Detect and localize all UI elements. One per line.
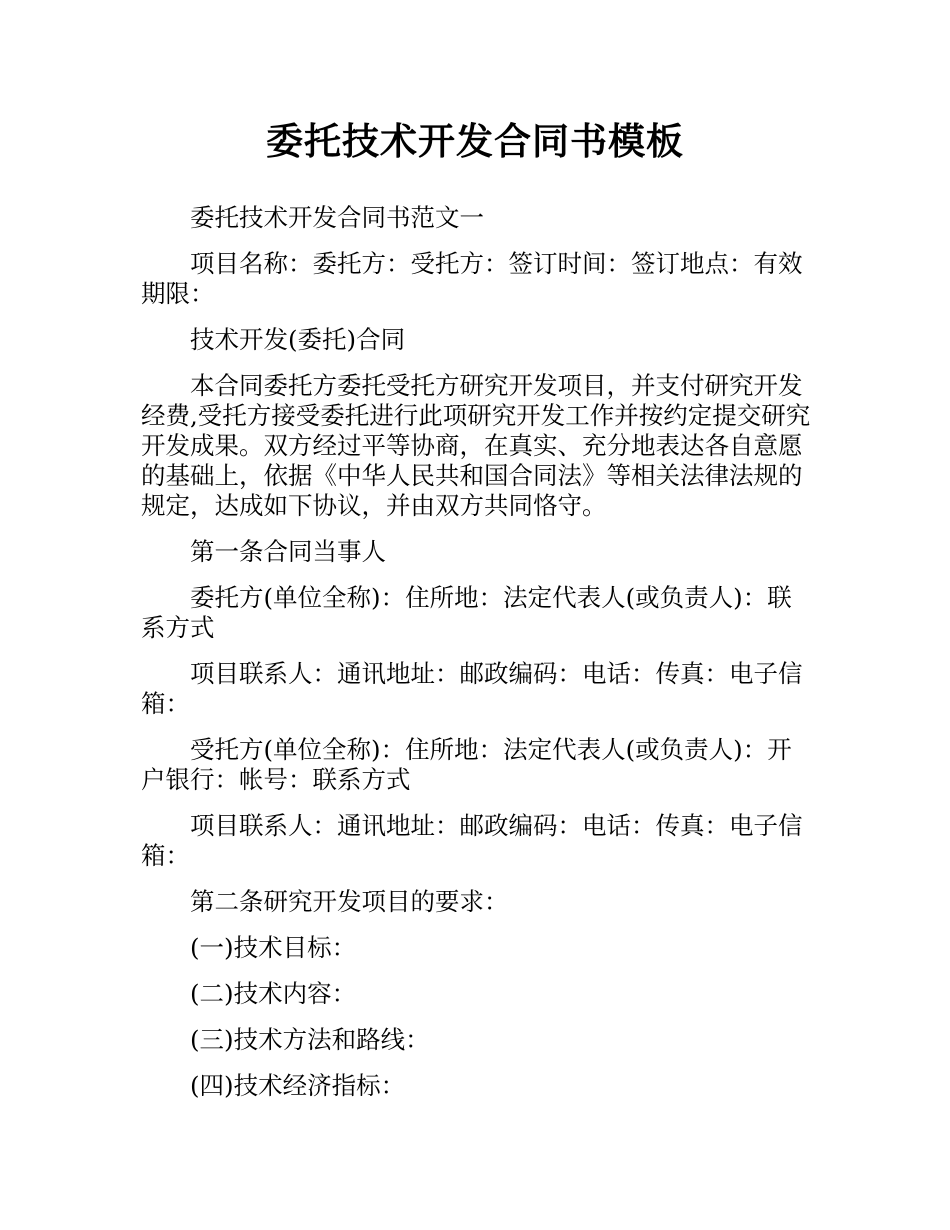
paragraph-article-2-heading: 第二条研究开发项目的要求：	[190, 887, 509, 916]
paragraph-contractor-info: 受托方(单位全称)：住所地：法定代表人(或负责人)：开户银行：帐号：联系方式	[141, 735, 792, 794]
paragraph-client-contact: 项目联系人：通讯地址：邮政编码：电话：传真：电子信箱：	[141, 659, 803, 718]
paragraph-tech-indicators: (四)技术经济指标：	[190, 1071, 406, 1100]
paragraph-tech-method: (三)技术方法和路线：	[190, 1025, 430, 1054]
paragraph-tech-goal: (一)技术目标：	[190, 933, 357, 962]
paragraph-project-info: 项目名称：委托方：受托方：签订时间：签订地点：有效期限：	[141, 249, 803, 308]
paragraph-preamble: 本合同委托方委托受托方研究开发项目，并支付研究开发经费,受托方接受委托进行此项研究开发工作并按约定提交研究开发成果。双方经过平等协商，在真实、充分地表达各自意愿的基础上，依据《中华人民共和国合同法》等相关法律法规的规定，达成如下协议，并由双方共同恪守。	[141, 371, 811, 520]
document-title: 委托技术开发合同书模板	[266, 120, 684, 163]
paragraph-article-1-heading: 第一条合同当事人	[190, 537, 386, 566]
paragraph-client-info: 委托方(单位全称)：住所地：法定代表人(或负责人)：联系方式	[141, 583, 792, 642]
paragraph-contract-type: 技术开发(委托)合同	[190, 325, 406, 354]
paragraph-contractor-contact: 项目联系人：通讯地址：邮政编码：电话：传真：电子信箱：	[141, 811, 803, 870]
document-body	[141, 203, 813, 1117]
paragraph-sample-heading: 委托技术开发合同书范文一	[190, 203, 484, 232]
paragraph-tech-content: (二)技术内容：	[190, 979, 357, 1008]
